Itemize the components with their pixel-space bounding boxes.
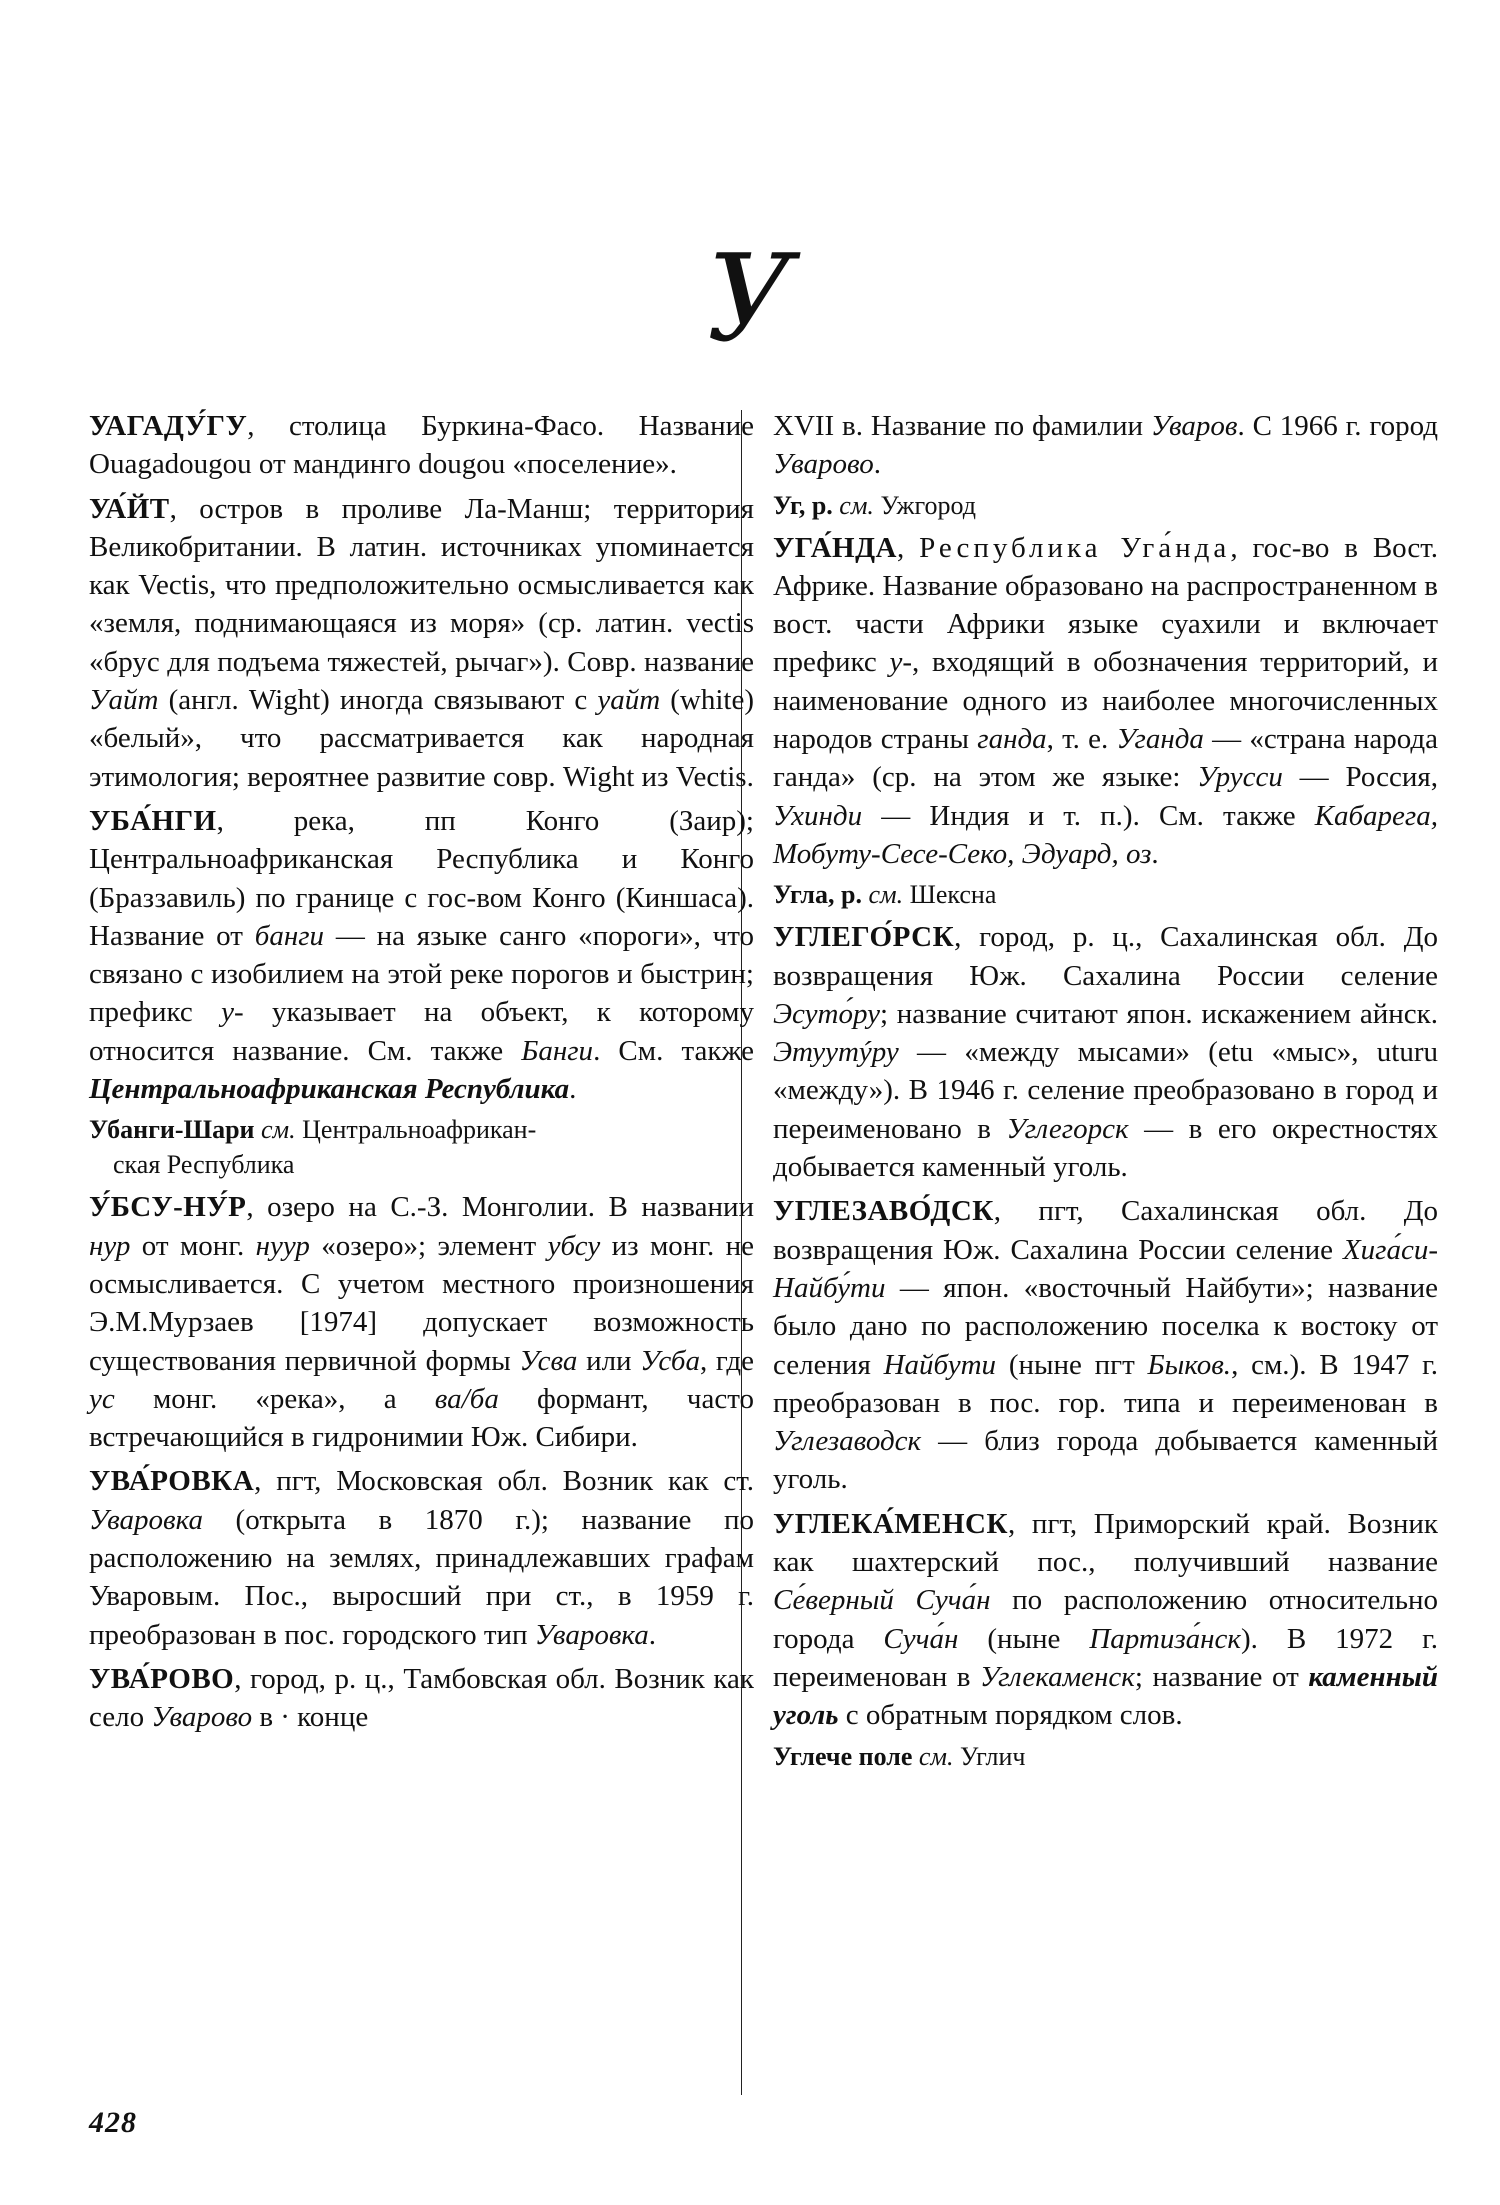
entry-italic: ва/ба — [434, 1382, 499, 1415]
entry-ugla — [773, 877, 1438, 912]
entry-text: , входящий в обозначения территорий, и наименование одного из наиболее многочисленных народов страны — [773, 646, 1438, 756]
entry-text: (white) «белый», что рассматривается как народная этимология; вероятнее развитие совр. Wight из Vectis. — [89, 684, 754, 793]
entry-text: — япон. «восточный Найбути»; название было дано по расположению поселка к востоку от селения — [773, 1271, 1438, 1381]
entry-text: (ныне пгт — [996, 1348, 1148, 1381]
entry-text: , река, пп Конго (Заир); Центральноафриканская Республика и Конго (Браззавиль) по границе с гос-вом Конго (Киншаса). Название от — [89, 804, 754, 952]
entry-text: . См. также — [593, 1034, 754, 1067]
entry-italic: ус — [89, 1382, 115, 1415]
entry-official-name: Республика Уга́нда — [919, 531, 1231, 564]
entry-headword: Углече поле — [773, 1741, 913, 1771]
entry-italic: Быков. — [1147, 1348, 1232, 1381]
entry-uglezavodsk — [773, 1192, 1438, 1498]
entry-see-marker: см. — [261, 1115, 296, 1145]
entry-text: (открыта в 1870 г.); название по расположению на землях, принадлежавших графам Уваровым. Пос., выросший при ст., в 1959 г. преобразован в пос. городского тип — [89, 1503, 754, 1651]
entry-text: указывает на объект, к которому относится название. См. также — [89, 996, 755, 1067]
entry-italic: Банги — [521, 1034, 594, 1067]
entry-italic: уайт — [597, 684, 661, 717]
entry-italic: Кабарега, Мобуту-Сесе-Секо, Эдуард, оз — [773, 799, 1438, 870]
entry-uglekamensk — [773, 1505, 1438, 1735]
entry-headword: УВА́РОВКА — [89, 1465, 255, 1498]
entry-text: (англ. Wight) иногда связывают с — [158, 684, 598, 717]
entry-text: , столица Буркина-Фасо. Название Ouagadougou от мандинго dougou «поселение». — [89, 410, 754, 481]
entry-italic: Уваровка — [89, 1503, 203, 1536]
entry-ugleche-pole — [773, 1739, 1438, 1774]
entry-text: — «страна народа ганда» (ср. на этом же языке: — [773, 723, 1439, 794]
entry-headword: УА́ЙТ — [89, 492, 170, 525]
entry-text: (ныне — [958, 1622, 1090, 1655]
entry-text: , пгт, Сахалинская обл. До возвращения Юж. Сахалина России селение — [773, 1195, 1438, 1266]
entry-text: , — [896, 531, 920, 564]
entry-italic: Уваров — [1150, 410, 1238, 442]
entry-italic: ганда — [977, 723, 1047, 756]
entry-uglegorsk — [773, 918, 1438, 1186]
entry-cross-reference: каменный уголь — [773, 1660, 1438, 1732]
entry-text: , остров в проливе Ла-Манш; территория Великобритании. В латин. источниках упоминается как Vectis, что предположительно осмысливается как «земля, поднимающаяся из моря» (ср. латин. vectis «брус для подъема тяжестей, рычаг»). Совр. название — [89, 492, 754, 678]
entry-text: — Индия и т. п.). См. также — [862, 799, 1315, 832]
entry-text: , пгт, Приморский край. Возник как шахтерский пос., получивший название — [773, 1507, 1438, 1579]
entry-text: ; название считают япон. искажением айнск. — [879, 997, 1438, 1030]
entry-text: , см.). В 1947 г. преобразован в пос. гор. типа и переименован в — [773, 1348, 1438, 1419]
entry-uvarovka — [89, 1462, 754, 1653]
entry-italic: нуур — [255, 1229, 310, 1262]
entry-text: . — [1151, 837, 1159, 870]
entry-ubsu-nur — [89, 1188, 754, 1456]
entry-text: , пгт, Московская обл. Возник как ст. — [254, 1465, 754, 1498]
entry-headword: Уг, р. — [773, 490, 833, 520]
entry-uagadugu — [89, 407, 754, 484]
entry-text: , где — [700, 1344, 755, 1377]
entry-headword: УАГАДУ́ГУ — [89, 410, 248, 442]
entry-italic: Уварово — [151, 1701, 253, 1734]
entry-italic: Уайт — [89, 684, 159, 717]
entry-headword: УБА́НГИ — [89, 804, 217, 837]
entry-uganda — [773, 529, 1438, 874]
entry-headword: УГЛЕЗАВО́ДСК — [773, 1195, 994, 1228]
chapter-letter: У — [706, 230, 794, 369]
entry-italic: Партиза́нск — [1089, 1622, 1241, 1655]
entry-text: ). В 1972 г. переименован в — [773, 1622, 1438, 1693]
entry-text: монг. «река», а — [114, 1382, 435, 1415]
entry-headword: УГЛЕГО́РСК — [773, 921, 955, 954]
entry-italic: Усба — [640, 1344, 700, 1377]
entry-text: , гос-во в Вост. Африке. Название образовано на распространенном в вост. части Африки языке суахили и включает префикс — [773, 531, 1439, 679]
entry-headword: УГЛЕКА́МЕНСК — [773, 1507, 1009, 1540]
entry-italic: Эсуто́ру — [773, 997, 880, 1030]
entry-uvarovo — [89, 1660, 754, 1737]
entry-text: , т. е. — [1046, 723, 1117, 756]
entry-italic: Уваровка — [534, 1618, 649, 1651]
entry-headword: У́БСУ-НУ́Р — [89, 1191, 247, 1224]
entry-see-marker: см. — [918, 1741, 954, 1771]
entry-text: от монг. — [130, 1229, 256, 1262]
entry-text: . — [648, 1618, 657, 1651]
entry-text: по расположению относительно города — [773, 1584, 1438, 1655]
entry-text: или — [577, 1344, 641, 1377]
entry-text: ; название от — [1134, 1660, 1309, 1693]
entry-italic: Ухинди — [773, 799, 863, 832]
entry-ubangi-shari — [89, 1112, 754, 1182]
entry-text: XVII в. Название по фамилии — [773, 410, 1151, 442]
entry-ubangi — [89, 802, 754, 1108]
entry-italic: нур — [89, 1229, 131, 1262]
entry-headword: Угла, р. — [773, 880, 862, 910]
entry-italic: банги — [254, 919, 325, 952]
entry-italic: Углезаводск — [773, 1425, 922, 1458]
entry-text: с обратным порядком слов. — [838, 1699, 1183, 1732]
entry-text: , озеро на С.-З. Монголии. В названии — [246, 1191, 754, 1224]
entry-ug — [773, 488, 1438, 523]
entry-reference-target: Углич — [960, 1741, 1026, 1771]
entry-italic: у- — [221, 996, 244, 1029]
entry-uait — [89, 490, 754, 796]
entry-italic: у- — [889, 646, 913, 679]
entry-reference-target: Шексна — [909, 880, 997, 910]
entry-text: — на языке санго «пороги», что связано с изобилием на этой реке порогов и быстрин; префикс — [89, 919, 754, 1029]
entry-italic: Урусси — [1197, 761, 1283, 794]
entry-text: , город, р. ц., Сахалинская обл. До возвращения Юж. Сахалина России селение — [773, 921, 1438, 992]
entry-text: . — [569, 1073, 577, 1106]
entry-italic: Углегорск — [1006, 1112, 1129, 1145]
entry-text: «озеро»; элемент — [309, 1229, 548, 1262]
entry-italic: Суча́н — [883, 1622, 959, 1655]
entry-italic: Уварово — [773, 448, 874, 481]
entry-text: в · конце — [252, 1701, 369, 1734]
entry-italic: Уганда — [1116, 723, 1204, 756]
page-number: 428 — [89, 2106, 137, 2139]
entry-text: — Россия, — [1282, 761, 1438, 794]
entry-text: — «между мысами» (etu «мыс», uturu «между»). В 1946 г. селение преобразовано в город и переименовано в — [773, 1036, 1438, 1145]
entry-text: . — [873, 448, 881, 481]
entry-text: , город, р. ц., Тамбовская обл. Возник как село — [89, 1662, 754, 1734]
entry-italic: Углекаменск — [980, 1660, 1135, 1693]
entry-italic: Усва — [519, 1344, 578, 1377]
entry-italic: Этуутýру — [773, 1036, 899, 1069]
entry-text: — близ города добывается каменный уголь. — [773, 1425, 1438, 1496]
entry-headword: УГА́НДА — [773, 531, 897, 564]
entry-italic: Се́верный Суча́н — [773, 1584, 991, 1617]
entry-reference-target: Ужгород — [880, 490, 977, 520]
entry-text: . С 1966 г. город — [1237, 410, 1438, 442]
entry-see-marker: см. — [839, 490, 874, 520]
entry-text: формант, часто встречающийся в гидронимии Юж. Сибири. — [89, 1382, 754, 1454]
right-column — [773, 407, 1438, 1774]
entry-text: — в его окрестностях добывается каменный уголь. — [773, 1112, 1438, 1184]
left-column — [89, 407, 754, 1737]
entry-italic: убсу — [547, 1229, 601, 1262]
entry-reference-target: ская Республика — [113, 1150, 295, 1180]
entry-headword: Убанги-Шари — [89, 1115, 255, 1145]
entry-uvarovo-continued — [773, 407, 1438, 484]
entry-text: из монг. не осмысливается. С учетом местного произношения Э.М.Мурзаев [1974] допускает возможность существования первичной формы — [89, 1229, 754, 1377]
entry-see-marker: см. — [868, 880, 904, 910]
entry-italic: Найбути — [883, 1348, 997, 1381]
entry-italic: Хига́си-Найбу́ти — [773, 1233, 1438, 1304]
entry-headword: УВА́РОВО — [89, 1662, 235, 1695]
entry-reference-target: Центральноафрикан- — [302, 1115, 537, 1145]
entry-cross-reference: Центральноафриканская Республика — [89, 1073, 570, 1106]
